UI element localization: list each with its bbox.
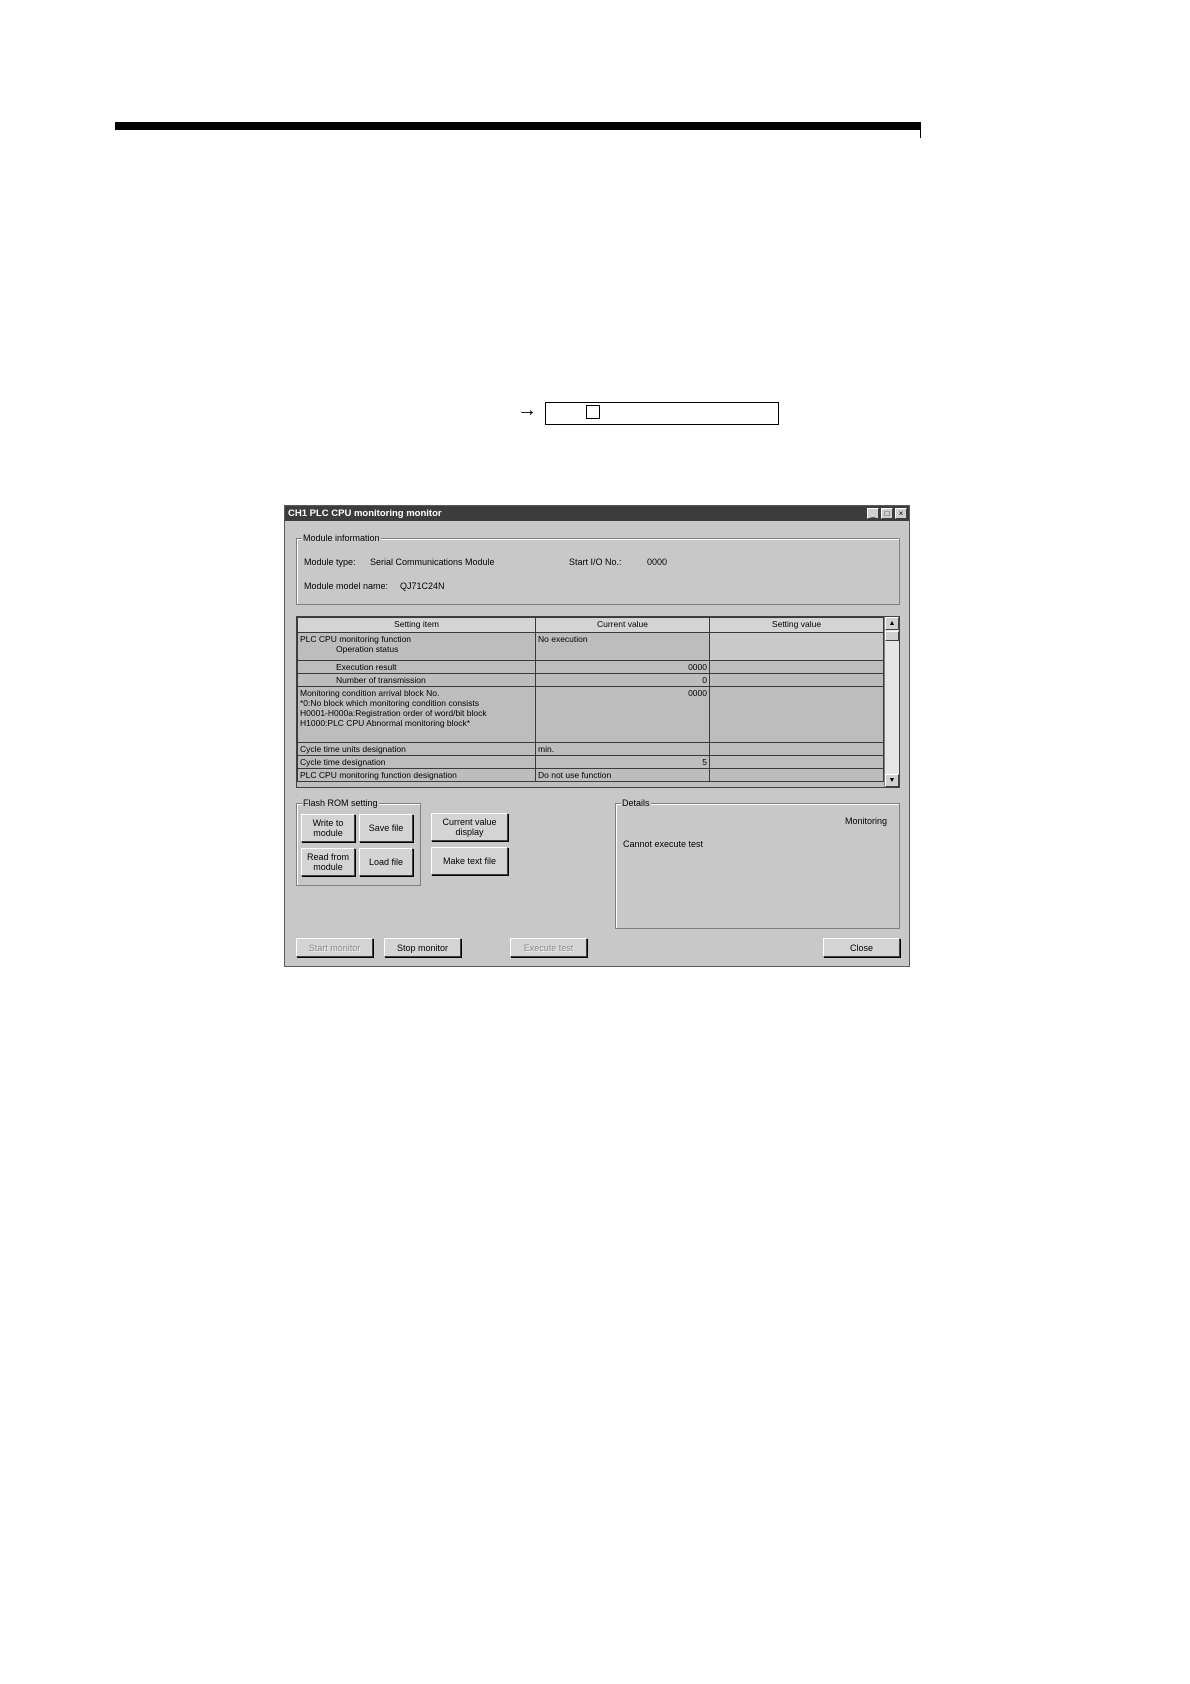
placeholder-square-icon bbox=[586, 405, 600, 419]
setting-item-cell: Cycle time designation bbox=[298, 756, 536, 769]
flash-rom-label: Flash ROM setting bbox=[303, 798, 378, 808]
minimize-icon[interactable]: _ bbox=[867, 508, 879, 519]
close-button[interactable]: Close bbox=[823, 938, 900, 957]
current-value-cell: Do not use function bbox=[536, 769, 710, 782]
setting-value-cell bbox=[710, 674, 884, 687]
module-information-group bbox=[296, 533, 900, 605]
setting-value-cell[interactable] bbox=[710, 633, 884, 661]
execute-test-button[interactable]: Execute test bbox=[510, 938, 587, 957]
setting-item-cell: PLC CPU monitoring function designation bbox=[298, 769, 536, 782]
module-information-label: Module information bbox=[303, 533, 380, 543]
setting-item-cell: PLC CPU monitoring function Operation status bbox=[298, 633, 536, 661]
setting-value-cell bbox=[710, 769, 884, 782]
monitor-window bbox=[284, 505, 910, 967]
stop-monitor-button[interactable]: Stop monitor bbox=[384, 938, 461, 957]
flash-rom-group bbox=[296, 798, 421, 886]
window-titlebar bbox=[285, 506, 909, 521]
header-rule bbox=[115, 122, 921, 130]
close-icon[interactable]: × bbox=[895, 508, 907, 519]
vertical-scrollbar[interactable] bbox=[884, 617, 899, 787]
current-value-display-button[interactable]: Current value display bbox=[431, 813, 508, 841]
module-model-label: Module model name: bbox=[304, 581, 389, 591]
scroll-thumb[interactable] bbox=[885, 631, 899, 641]
details-label: Details bbox=[622, 798, 650, 808]
module-type-label: Module type: bbox=[304, 557, 356, 567]
setting-value-cell bbox=[710, 756, 884, 769]
setting-value-cell bbox=[710, 661, 884, 674]
table-row bbox=[298, 756, 884, 769]
settings-grid bbox=[296, 616, 900, 788]
details-status: Monitoring bbox=[844, 816, 887, 826]
current-value-cell: No execution bbox=[536, 633, 710, 661]
start-io-value: 0000 bbox=[647, 557, 668, 567]
setting-item-cell: Execution result bbox=[298, 661, 536, 674]
setting-value-cell bbox=[710, 687, 884, 743]
current-value-cell: 0 bbox=[536, 674, 710, 687]
save-file-button[interactable]: Save file bbox=[359, 814, 413, 842]
current-value-cell: 5 bbox=[536, 756, 710, 769]
menu-path-box bbox=[545, 402, 779, 425]
setting-item-cell: Cycle time units designation bbox=[298, 743, 536, 756]
make-text-file-button[interactable]: Make text file bbox=[431, 847, 508, 875]
load-file-button[interactable]: Load file bbox=[359, 848, 413, 876]
details-message: Cannot execute test bbox=[623, 839, 704, 849]
scroll-up-icon[interactable]: ▲ bbox=[885, 617, 899, 630]
setting-value-cell bbox=[710, 743, 884, 756]
table-row bbox=[298, 769, 884, 782]
setting-item-cell: Number of transmission bbox=[298, 674, 536, 687]
table-row bbox=[298, 687, 884, 743]
header-current-value[interactable]: Current value bbox=[536, 618, 710, 633]
table-row bbox=[298, 633, 884, 661]
header-setting-value[interactable]: Setting value bbox=[710, 618, 884, 633]
current-value-cell: min. bbox=[536, 743, 710, 756]
table-row bbox=[298, 743, 884, 756]
setting-item-cell: Monitoring condition arrival block No. *0:No block which monitoring condition consists H0001-H000a:Registration order of word/bit block H1000:PLC CPU Abnormal monitoring block* bbox=[298, 687, 536, 743]
table-row bbox=[298, 661, 884, 674]
scroll-down-icon[interactable]: ▼ bbox=[885, 774, 899, 787]
header-tick bbox=[920, 130, 921, 138]
details-group bbox=[615, 798, 900, 929]
table-row bbox=[298, 674, 884, 687]
write-to-module-button[interactable]: Write to module bbox=[301, 814, 355, 842]
maximize-icon[interactable]: □ bbox=[881, 508, 893, 519]
arrow-icon: → bbox=[517, 399, 537, 421]
read-from-module-button[interactable]: Read from module bbox=[301, 848, 355, 876]
start-monitor-button[interactable]: Start monitor bbox=[296, 938, 373, 957]
header-setting-item[interactable]: Setting item bbox=[298, 618, 536, 633]
module-model-value: QJ71C24N bbox=[400, 581, 445, 591]
window-title: CH1 PLC CPU monitoring monitor bbox=[288, 508, 442, 519]
current-value-cell: 0000 bbox=[536, 661, 710, 674]
current-value-cell: 0000 bbox=[536, 687, 710, 743]
module-type-value: Serial Communications Module bbox=[370, 557, 495, 567]
start-io-label: Start I/O No.: bbox=[569, 557, 622, 567]
